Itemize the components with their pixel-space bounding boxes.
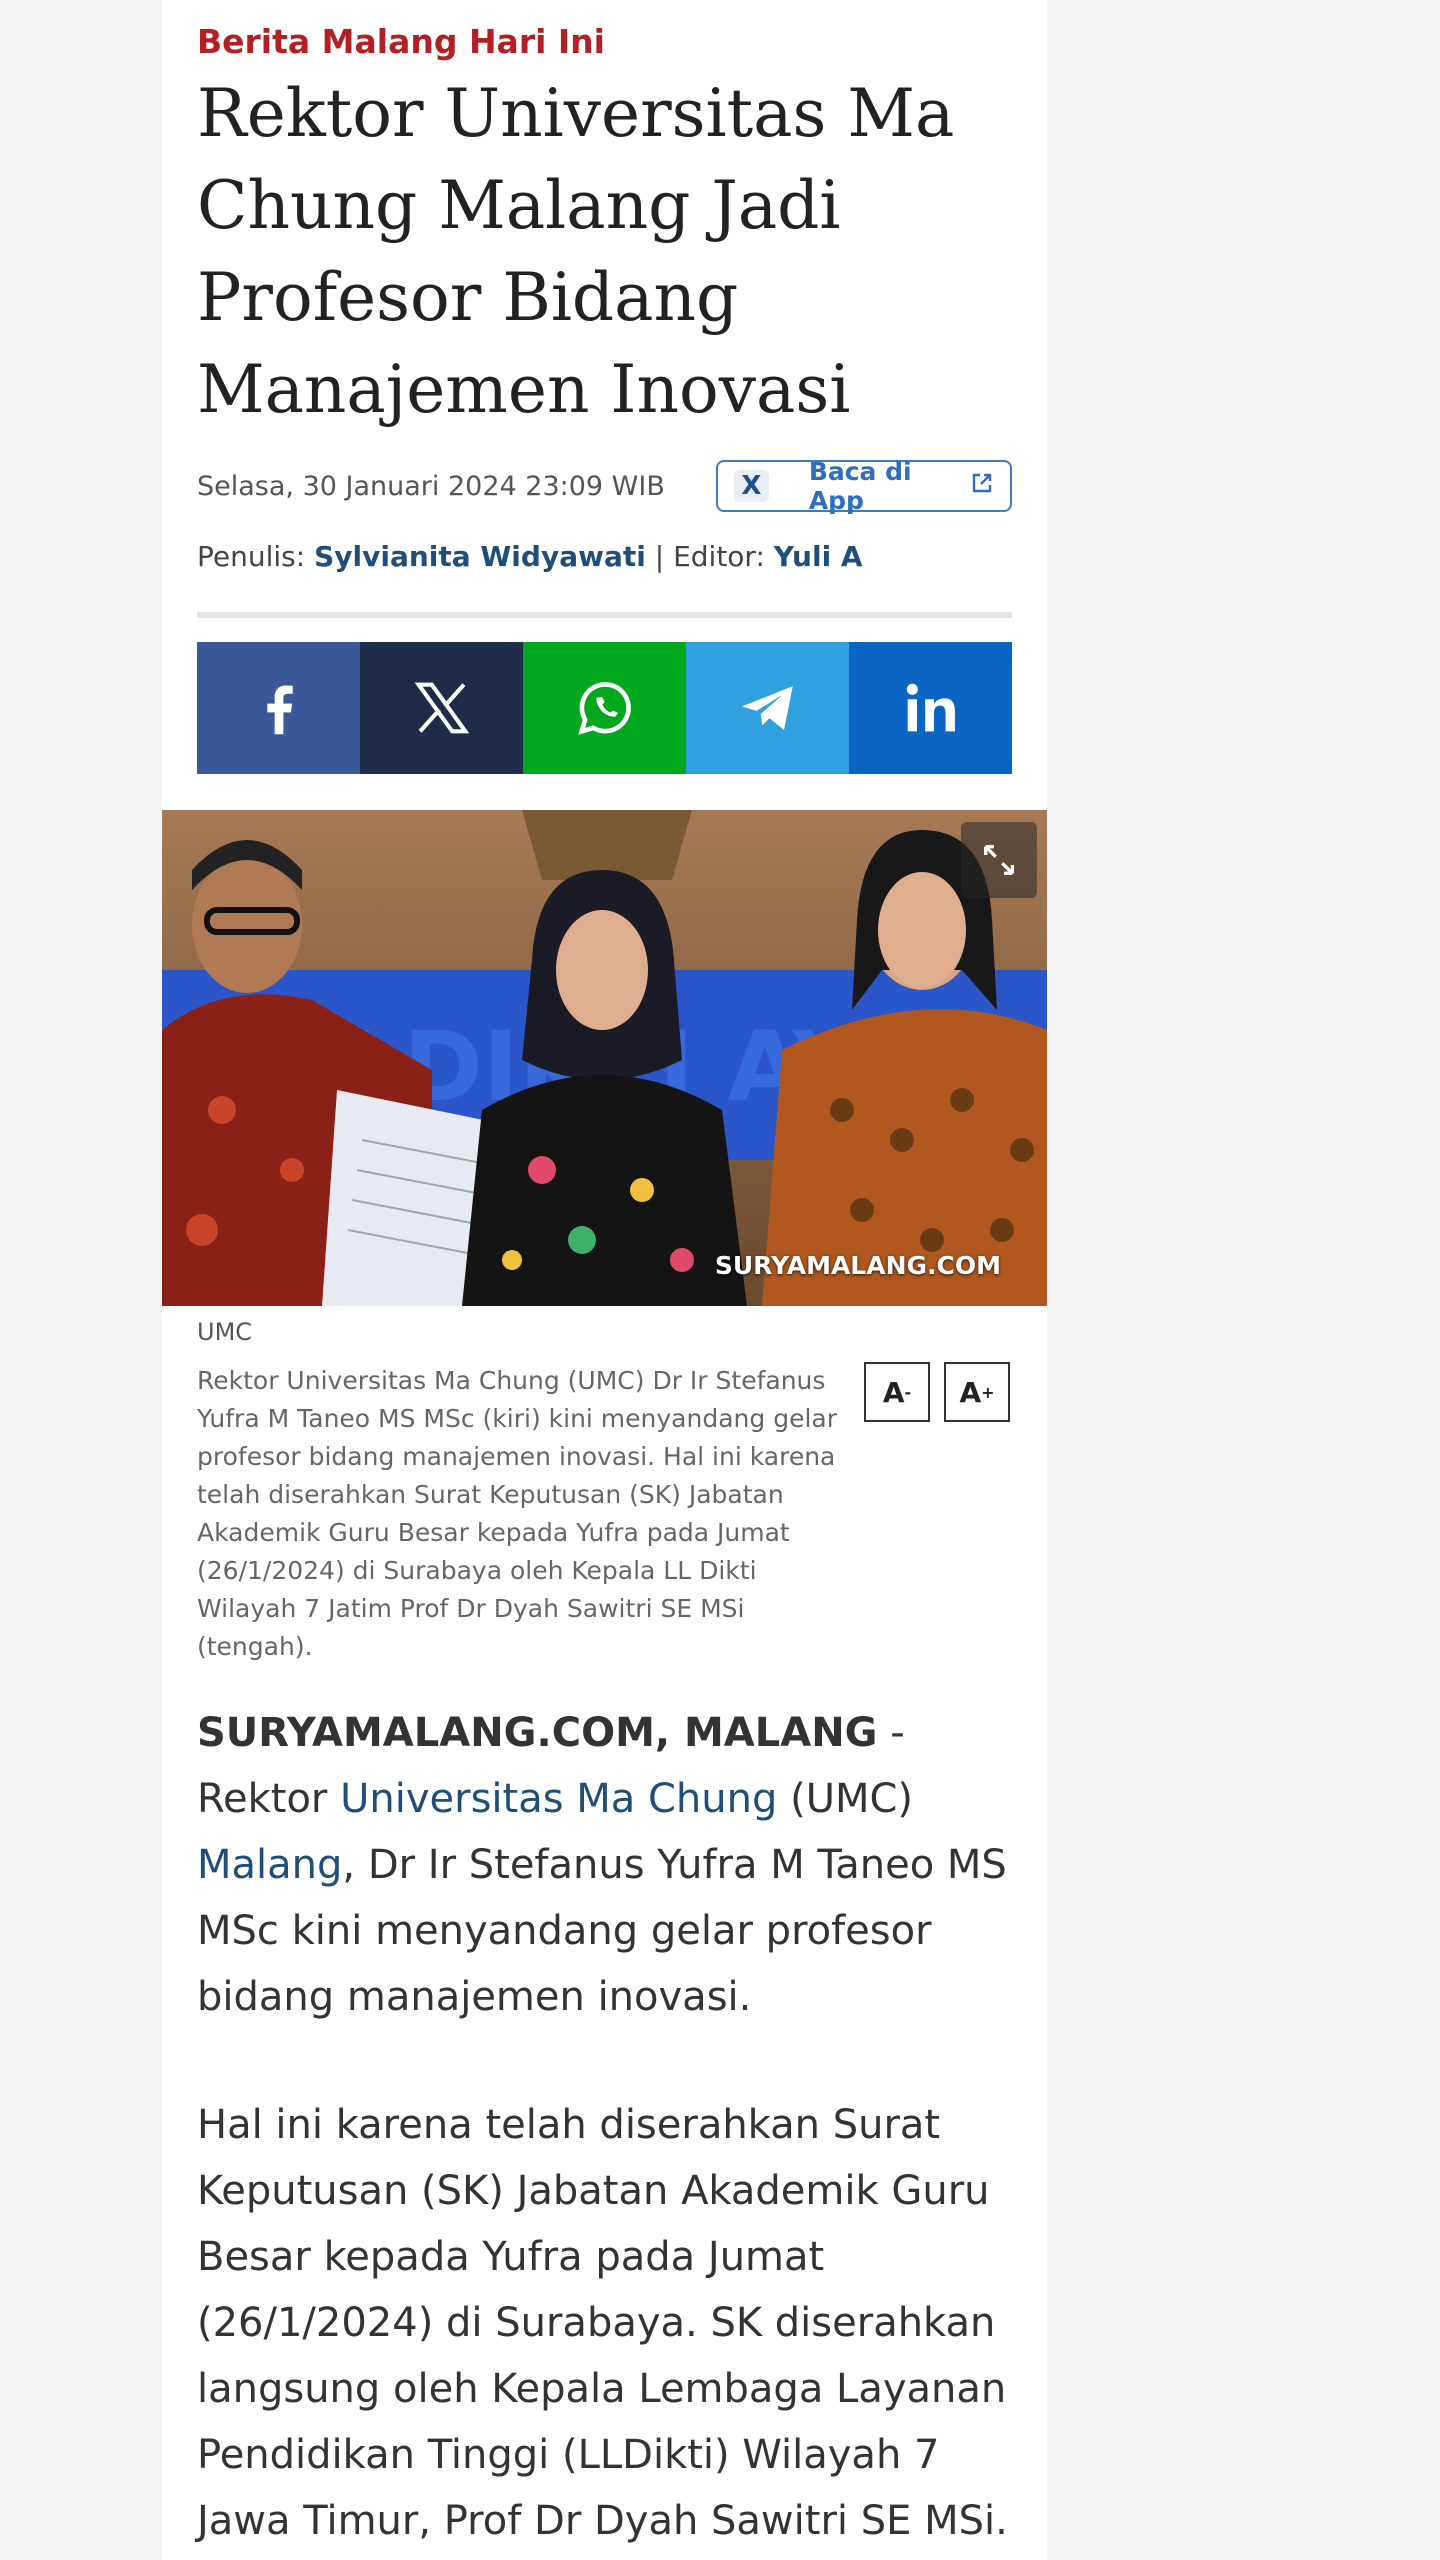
external-link-icon [970,471,994,502]
increase-font-sup: + [981,1382,995,1402]
dateline: SURYAMALANG.COM, MALANG [197,1710,878,1756]
meta-row [197,458,1012,514]
body-paragraph-1 [197,1700,1012,2030]
writer-label: Penulis: [197,540,306,573]
share-whatsapp-button[interactable] [523,642,686,774]
increase-font-button[interactable] [944,1362,1010,1422]
linkedin-icon [896,673,966,743]
share-linkedin-button[interactable] [849,642,1012,774]
read-in-app-button[interactable] [716,457,1012,515]
link-universitas-ma-chung[interactable]: Universitas Ma Chung [340,1776,778,1822]
photo-label: UMC [197,1318,253,1346]
photo-watermark: SURYAMALANG.COM [714,1251,1001,1280]
svg-text:LDIKTI AYA: LDIKTI [342,1011,695,1123]
credits [197,540,1012,573]
telegram-icon [733,673,803,743]
read-in-app-label: Baca di App [808,457,912,515]
p1-mid: (UMC) [777,1776,914,1822]
decrease-font-label: A [882,1375,905,1409]
divider [197,612,1012,618]
credits-separator: | [654,540,665,573]
font-size-controls [864,1362,1010,1422]
expand-photo-button[interactable] [961,822,1037,898]
article-page [162,0,1047,2560]
increase-font-label: A [959,1375,982,1409]
editor-label: Editor: [673,540,765,573]
writer-link[interactable]: Sylvianita Widyawati [314,540,646,573]
article-headline: Rektor Universitas Ma Chung Malang Jadi Profesor Bidang Manajemen Inovasi [197,75,955,428]
share-telegram-button[interactable] [686,642,849,774]
category-kicker[interactable]: Berita Malang Hari Ini [197,22,605,61]
share-x-button[interactable] [360,642,523,774]
share-facebook-button[interactable] [197,642,360,774]
whatsapp-icon [570,673,640,743]
facebook-icon [244,673,314,743]
link-malang[interactable]: Malang [197,1842,343,1888]
x-icon [407,673,477,743]
p1-rest: , Dr Ir Stefanus Yufra M Taneo MS MSc kini menyandang gelar profesor bidang manajemen inovasi. [197,1842,1007,2020]
photo-caption: Rektor Universitas Ma Chung (UMC) Dr Ir Stefanus Yufra M Taneo MS MSc (kiri) kini menyandang gelar profesor bidang manajemen inovasi. Hal ini karena telah diserahkan Surat Keputusan (SK) Jabatan Akademik Guru Besar kepada Yufra pada Jumat (26/1/2024) di Surabaya oleh Kepala LL Dikti Wilayah 7 Jatim Prof Dr Dyah Sawitri SE MSi (tengah). [197,1366,837,1661]
photo-image [162,810,1047,1306]
share-bar [197,642,1012,774]
expand-icon [979,840,1019,880]
publish-date: Selasa, 30 Januari 2024 23:09 WIB [197,470,665,502]
editor-link[interactable]: Yuli A [773,540,863,573]
app-logo-icon: X [734,470,769,502]
body-paragraph-2: Hal ini karena telah diserahkan Surat Keputusan (SK) Jabatan Akademik Guru Besar kepada Yufra pada Jumat (26/1/2024) di Surabaya. SK diserahkan langsung oleh Kepala Lembaga Layanan Pendidikan Tinggi (LLDikti) Wilayah 7 Jawa Timur, Prof Dr Dyah Sawitri SE MSi. [197,2102,1008,2544]
decrease-font-button[interactable] [864,1362,930,1422]
article-photo[interactable] [162,810,1047,1306]
decrease-font-sup: - [904,1382,912,1402]
p1-dash: - Rektor [197,1710,905,1822]
